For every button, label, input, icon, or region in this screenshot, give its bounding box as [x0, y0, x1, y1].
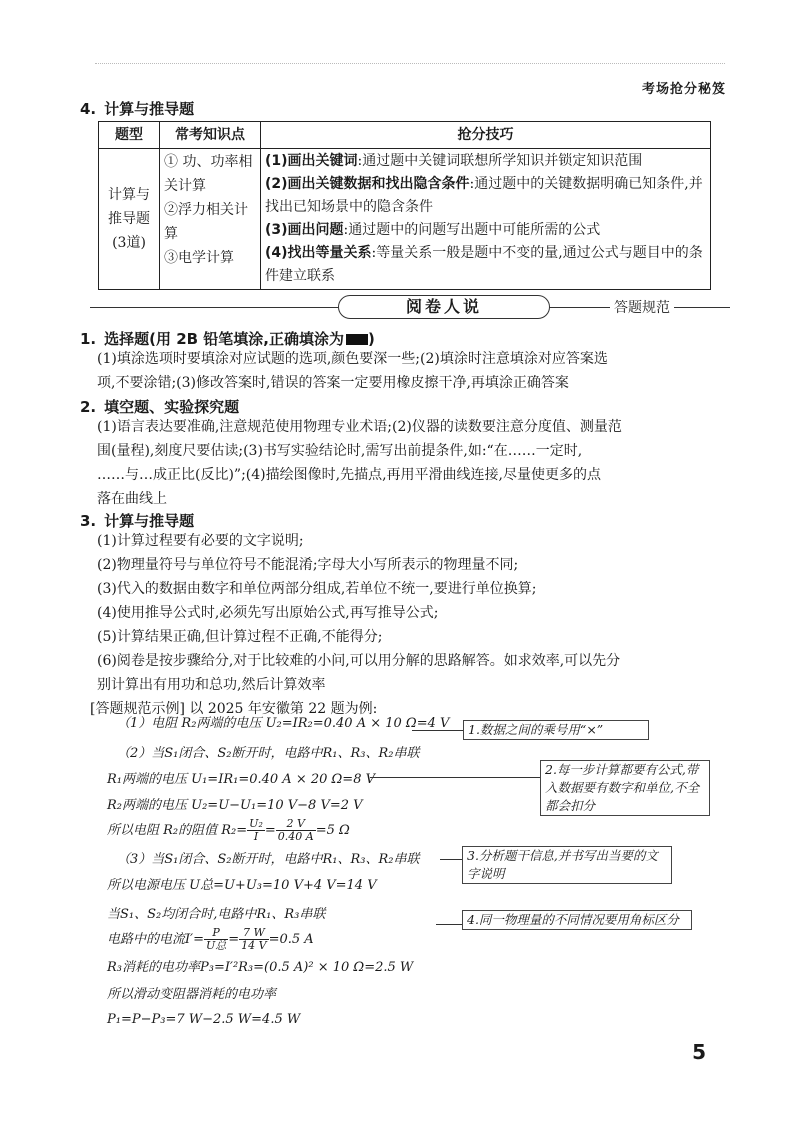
- solution-line: 所以滑动变阻器消耗的电功率: [107, 987, 277, 1002]
- solution-line: P₁=P−P₃=7 W−2.5 W=4.5 W: [107, 1012, 301, 1027]
- header-type: 题型: [99, 122, 160, 149]
- text-line: 落在曲线上: [97, 491, 167, 507]
- fraction: $\frac{P}{\text{U总}}$: [205, 926, 227, 952]
- header-tips: 抢分技巧: [261, 122, 711, 149]
- solution-line: R₃消耗的电功率P₃=I′²R₃=(0.5 A)² × 10 Ω=2.5 W: [107, 960, 414, 975]
- section-title-text: 计算与推导题: [104, 100, 195, 118]
- section-2-title: [80, 396, 239, 417]
- section-title-text: 选择题(用 2B 铅笔填涂,正确填涂为: [104, 330, 345, 348]
- text-line: ……与…成正比(反比)”;(4)描绘图像时,先描点,再用平滑曲线连接,尽量使更多的点: [97, 467, 601, 483]
- note-leader-line: [412, 730, 464, 731]
- solution-line: R₁两端的电压 U₁=IR₁=0.40 A × 20 Ω=8 V: [107, 772, 375, 787]
- note-leader-line: [440, 859, 462, 860]
- cell-type: 计算与推导题(3道): [99, 149, 160, 290]
- fraction: $\frac{\text{U₂}}{I}$: [249, 817, 263, 843]
- section-title-text: 计算与推导题: [104, 512, 195, 530]
- section-4-title: [80, 98, 194, 119]
- header-knowledge: 常考知识点: [160, 122, 261, 149]
- knowledge-item: ②浮力相关计算: [164, 202, 248, 242]
- text-line: (3)代入的数据由数字和单位两部分组成,若单位不统一,要进行单位换算;: [97, 581, 537, 597]
- section-3-title: [80, 510, 194, 531]
- example-heading: [答题规范示例] 以 2025 年安徽第 22 题为例:: [90, 701, 378, 717]
- solution-line: 所以电源电压 U总=U+U₃=10 V+4 V=14 V: [107, 878, 377, 893]
- note-box: 4.同一物理量的不同情况要用角标区分: [462, 910, 692, 930]
- divider-line-left: [90, 307, 338, 308]
- top-rule: [95, 63, 725, 64]
- cell-tips: [261, 149, 711, 290]
- table-row: [99, 149, 711, 290]
- section-number: 1.: [80, 330, 97, 348]
- solution-line: （3）当S₁闭合、S₂断开时，电路中R₁、R₃、R₂串联: [117, 852, 420, 867]
- tip-item: (2)画出关键数据和找出隐含条件:通过题中的关键数据明确已知条件,并找出已知场景中的隐含条件: [265, 176, 703, 215]
- tip-item: (1)画出关键词:通过题中关键词联想所学知识并锁定知识范围: [265, 153, 643, 169]
- page-number: 5: [692, 1040, 706, 1064]
- page-header: 考场抢分秘笈: [641, 82, 726, 97]
- solution-line: R₂两端的电压 U₂=U−U₁=10 V−8 V=2 V: [107, 798, 363, 813]
- knowledge-item: ① 功、功率相关计算: [164, 154, 253, 194]
- text-line: (2)物理量符号与单位符号不能混淆;字母大小写所表示的物理量不同;: [97, 557, 519, 573]
- fraction: $\frac{7 W}{14 V}$: [241, 926, 267, 952]
- text-line: 围(量程),刻度尺要估读;(3)书写实验结论时,需写出前提条件,如:“在……一定时,: [97, 443, 583, 459]
- note-leader-line: [436, 924, 462, 925]
- cell-knowledge: [160, 149, 261, 290]
- section-1-title: 1. 选择题(用 2B 铅笔填涂,正确填涂为 ): [80, 330, 375, 348]
- solution-formula: 电路中的电流I′= $\frac{P}{\text{U总}}$ = $\frac{7 W}{14 V}$ =0.5 A: [107, 926, 314, 952]
- fraction: $\frac{2 V}{0.40 A}$: [277, 817, 314, 843]
- filled-bubble-icon: [346, 334, 368, 345]
- note-box: 2.每一步计算都要有公式,带入数据要有数字和单位,不全都会扣分: [540, 760, 710, 816]
- section-number: 4.: [80, 100, 97, 118]
- tips-table: [98, 121, 711, 290]
- table-header-row: [99, 122, 711, 149]
- text-line: 项,不要涂错;(3)修改答案时,错误的答案一定要用橡皮擦干净,再填涂正确答案: [97, 375, 569, 391]
- text-line: 别计算出有用功和总功,然后计算效率: [97, 677, 326, 693]
- text-line: (5)计算结果正确,但计算过程不正确,不能得分;: [97, 629, 383, 645]
- section-number: 2.: [80, 398, 97, 416]
- tip-item: (3)画出问题:通过题中的问题写出题中可能所需的公式: [265, 222, 601, 238]
- section-number: 3.: [80, 512, 97, 530]
- section-3-body: [97, 529, 620, 697]
- note-box: 3.分析题干信息,并书写出当要的文字说明: [462, 846, 672, 884]
- knowledge-item: ③电学计算: [164, 250, 234, 266]
- tip-item: (4)找出等量关系:等量关系一般是题中不变的量,通过公式与题目中的条件建立联系: [265, 245, 703, 284]
- divider-label: 答题规范: [610, 297, 674, 317]
- solution-line: （1）电阻 R₂两端的电压 U₂=IR₂=0.40 A × 10 Ω=4 V: [117, 716, 450, 731]
- banner-title: 阅卷人说: [338, 295, 550, 319]
- section-1-body: [97, 347, 608, 395]
- text-line: (6)阅卷是按步骤给分,对于比较难的小问,可以用分解的思路解答。如求效率,可以先分: [97, 653, 621, 669]
- note-leader-line: [370, 777, 540, 778]
- text-line: (4)使用推导公式时,必须先写出原始公式,再写推导公式;: [97, 605, 439, 621]
- text-line: (1)填涂选项时要填涂对应试题的选项,颜色要深一些;(2)填涂时注意填涂对应答案选: [97, 351, 608, 367]
- text-line: (1)语言表达要准确,注意规范使用物理专业术语;(2)仪器的读数要注意分度值、测量范: [97, 419, 622, 435]
- text-line: (1)计算过程要有必要的文字说明;: [97, 533, 304, 549]
- section-2-body: [97, 415, 622, 511]
- solution-line: （2）当S₁闭合、S₂断开时，电路中R₁、R₃、R₂串联: [117, 746, 420, 761]
- section-title-text: 填空题、实验探究题: [104, 398, 240, 416]
- note-box: 1.数据之间的乘号用“×”: [463, 720, 649, 740]
- solution-formula: 所以电阻 R₂的阻值 R₂= $\frac{\text{U₂}}{I}$ = $\frac{2 V}{0.40 A}$ =5 Ω: [107, 817, 350, 843]
- solution-line: 当S₁、S₂均闭合时,电路中R₁、R₃串联: [107, 907, 326, 922]
- section-divider: [90, 293, 730, 321]
